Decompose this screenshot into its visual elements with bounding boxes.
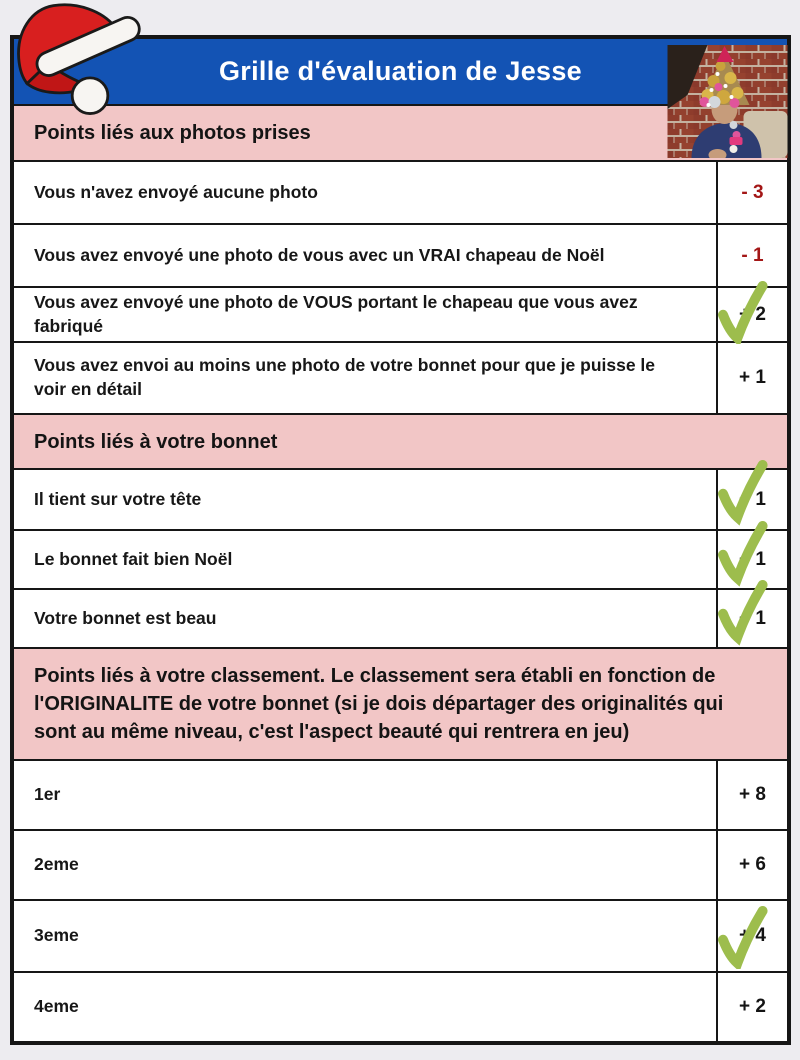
criterion-label: Vous avez envoi au moins une photo de votre bonnet pour que je puisse le voir en détail xyxy=(34,355,656,399)
points-value: + 4 xyxy=(739,925,766,946)
evaluation-table xyxy=(10,35,791,1045)
criterion-label: Vous avez envoyé une photo de VOUS portant le chapeau que vous avez fabriqué xyxy=(34,291,638,336)
page-title: Grille d'évaluation de Jesse xyxy=(219,56,582,86)
table-row xyxy=(14,588,787,647)
criterion-label: Vous avez envoyé une photo de vous avec un VRAI chapeau de Noël xyxy=(34,244,605,265)
points-value: + 2 xyxy=(739,303,766,325)
points-value: + 8 xyxy=(739,784,766,805)
points-value: + 6 xyxy=(739,854,766,875)
criterion-label: 2eme xyxy=(34,854,79,875)
points-value: + 1 xyxy=(739,607,766,629)
section-header-label: Points liés à votre classement. Le classement sera établi en fonction de l'ORIGINALITE de votre bonnet (si je dois départager des originalités qui sont au même niveau, c'est l'aspect beauté qui rentrera en jeu) xyxy=(34,665,724,743)
profile-photo xyxy=(667,45,788,158)
criterion-label: Votre bonnet est beau xyxy=(34,607,217,628)
criterion-label: 4eme xyxy=(34,996,79,1017)
criterion-label: 1er xyxy=(34,784,61,805)
table-row xyxy=(14,286,787,341)
table-row xyxy=(14,341,787,413)
table-row xyxy=(14,160,787,223)
section-header-label: Points liés à votre bonnet xyxy=(34,430,278,453)
points-value: - 1 xyxy=(741,244,764,266)
points-value: + 1 xyxy=(739,488,766,510)
table-row xyxy=(14,759,787,829)
table-row xyxy=(14,223,787,286)
table-row xyxy=(14,468,787,529)
points-value: - 3 xyxy=(741,181,764,203)
points-value: + 1 xyxy=(739,367,766,388)
table-row xyxy=(14,899,787,971)
points-value: + 2 xyxy=(739,996,766,1017)
table-row xyxy=(14,529,787,588)
criterion-label: 3eme xyxy=(34,925,79,946)
section-header-bonnet xyxy=(14,413,787,468)
table-row xyxy=(14,971,787,1041)
santa-hat-icon xyxy=(4,0,146,122)
criterion-label: Il tient sur votre tête xyxy=(34,488,202,509)
section-header-label: Points liés aux photos prises xyxy=(34,122,311,144)
criterion-label: Vous n'avez envoyé aucune photo xyxy=(34,181,318,202)
table-row xyxy=(14,829,787,899)
section-header-classement xyxy=(14,647,787,759)
criterion-label: Le bonnet fait bien Noël xyxy=(34,548,233,569)
points-value: + 1 xyxy=(739,548,766,570)
